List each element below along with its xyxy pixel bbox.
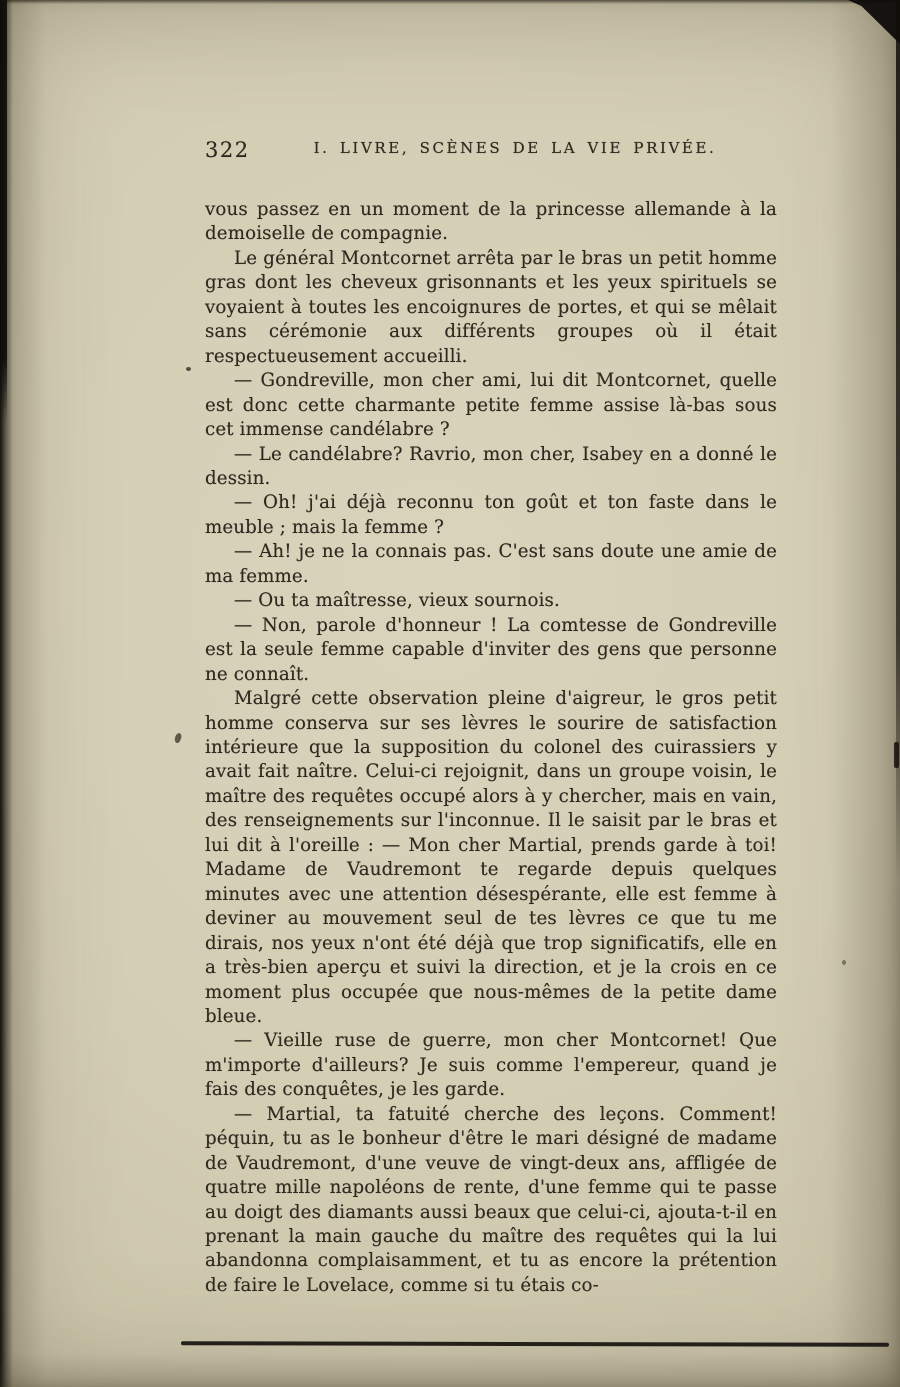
page-content xyxy=(205,138,777,1298)
page-curve-shadow-left xyxy=(0,0,46,1387)
paragraph: Le général Montcornet arrêta par le bras un petit homme gras dont les cheveux grisonnants et les yeux spirituels se voyaient à toutes les encoignures de portes, et qui se mêlait sans cérémonie aux différents groupes où il était respectueusement accueilli. xyxy=(205,247,777,367)
paragraph: — Non, parole d'honneur ! La comtesse de Gondreville est la seule femme capable d'inviter des gens que personne ne connaît. xyxy=(205,614,777,685)
paragraph: — Ou ta maîtresse, vieux sournois. xyxy=(234,590,560,612)
page-curve-shadow-right xyxy=(830,0,900,1387)
paragraph: — Martial, ta fatuité cherche des leçons. Comment! péquin, tu as le bonheur d'être le mari désigné de madame de Vaudremont, d'une veuve de vingt-deux ans, affligée de quatre mille napoléons de rente, d'une femme qui te passe au doigt des diamants aussi beaux que celui-ci, ajouta-t-il en prenant la main gauche du maître des requêtes qui la lui abandonna complaisamment, et tu as encore la prétention de faire le Lovelace, comme si tu étais co- xyxy=(205,1103,777,1296)
paragraph: — Vieille ruse de guerre, mon cher Montcornet! Que m'importe d'ailleurs? Je suis comme l'empereur, quand je fais des conquêtes, je les garde. xyxy=(205,1030,777,1101)
paragraph: — Oh! j'ai déjà reconnu ton goût et ton faste dans le meuble ; mais la femme ? xyxy=(205,492,777,538)
running-title: I. LIVRE, SCÈNES DE LA VIE PRIVÉE. xyxy=(313,139,717,157)
running-head xyxy=(205,138,777,164)
page-number: 322 xyxy=(205,138,250,162)
paragraph: Malgré cette observation pleine d'aigreur, le gros petit homme conserva sur ses lèvres le sourire de satisfaction intérieure que la supposition du colonel des cuirassiers y avait fait naître. Celui-ci rejoignit, dans un groupe voisin, le maître des requêtes occupé alors à y chercher, mais en vain, des renseignements sur l'inconnue. Il le saisit par le bras et lui dit à l'oreille : — Mon cher Martial, prends garde à toi! Madame de Vaudremont te regarde depuis quelques minutes avec une attention désespérante, elle est femme à deviner au mouvement seul de tes lèvres ce que tu me dirais, nos yeux n'ont été déjà que trop significatifs, elle en a très-bien aperçu et suivi la direction, et je la crois en ce moment plus occupée que nous-mêmes de la petite dame bleue. xyxy=(205,688,777,1027)
body-text xyxy=(205,198,777,1298)
paragraph: — Gondreville, mon cher ami, lui dit Montcornet, quelle est donc cette charmante petite femme assise là-bas sous cet immense candélabre ? xyxy=(205,370,777,441)
paragraph: — Ah! je ne la connais pas. C'est sans doute une amie de ma femme. xyxy=(205,541,777,587)
paragraph: — Le candélabre? Ravrio, mon cher, Isabey en a donné le dessin. xyxy=(205,443,777,489)
paragraph: vous passez en un moment de la princesse allemande à la demoiselle de compagnie. xyxy=(205,199,777,245)
